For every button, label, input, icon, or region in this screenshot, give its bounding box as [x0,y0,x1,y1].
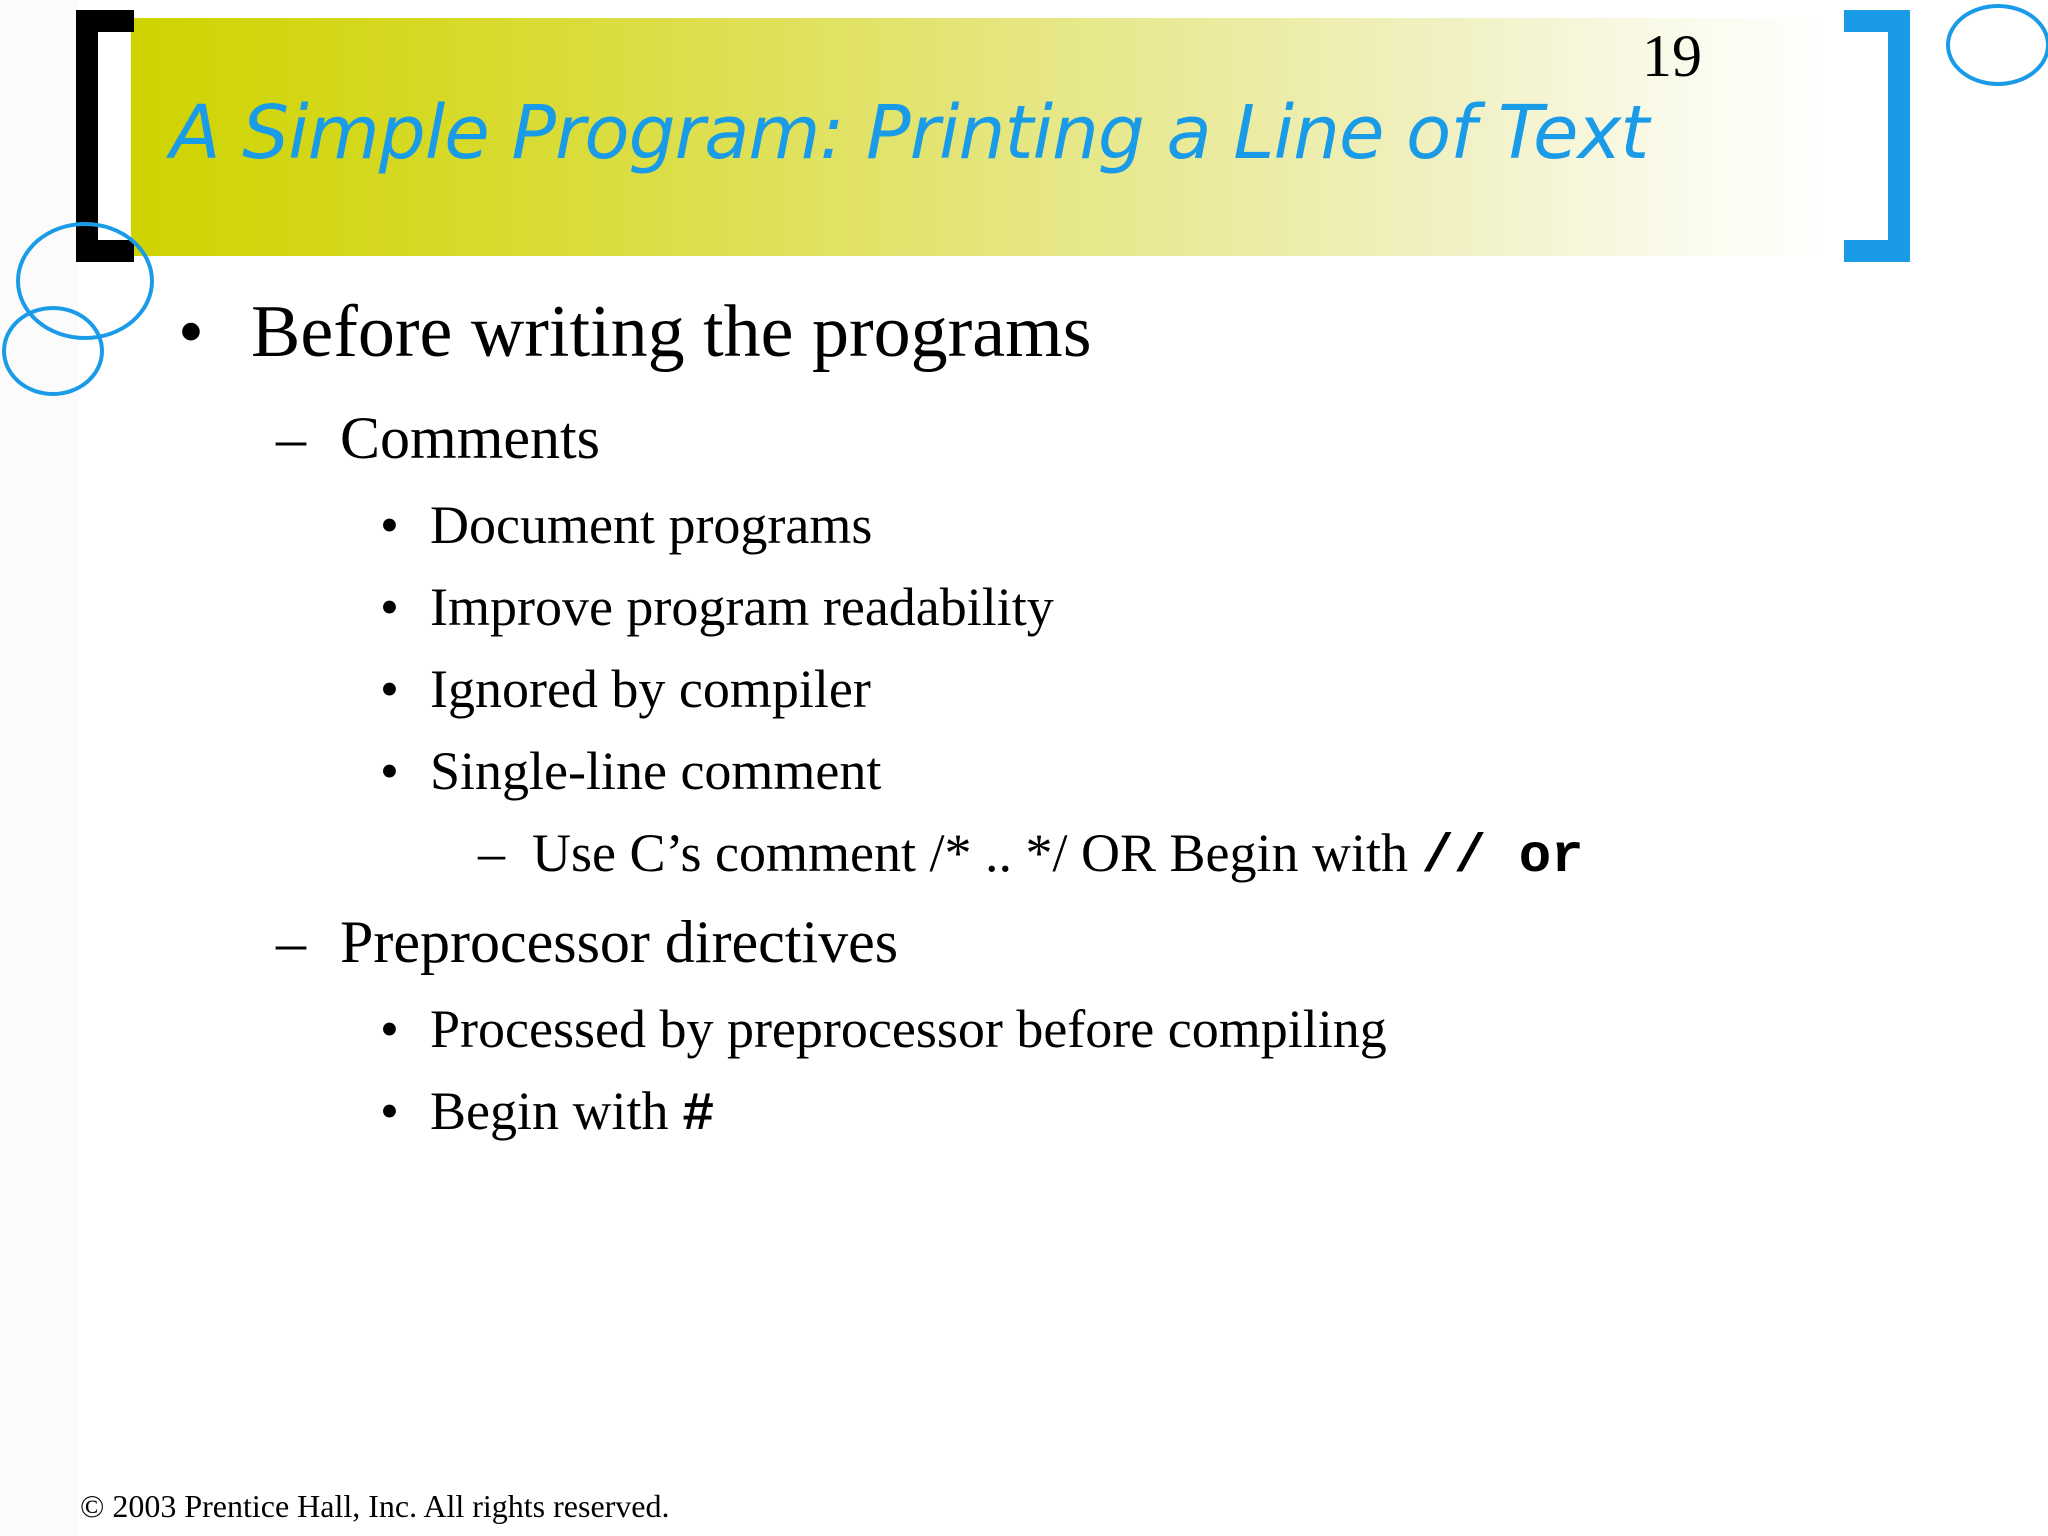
main-bullet: Before writing the programs [251,291,1092,373]
bullet-marker: • [380,999,399,1059]
preprocessor-heading: Preprocessor directives [340,909,899,975]
bullet-marker: • [380,741,399,801]
single-line-comment-detail [532,822,1584,888]
dash-marker: – [276,909,306,975]
comments-heading: Comments [340,405,601,471]
slide-number: 19 [1642,23,1702,89]
bullet-marker: • [380,495,399,555]
bullet-marker: • [380,1081,399,1141]
hash-code: # [682,1085,715,1146]
comments-item: Single-line comment [430,741,882,801]
comment-syntax-text: Use C’s comment /* .. */ OR Begin with [532,823,1422,883]
slide-title: A Simple Program: Printing a Line of Text [170,90,1649,176]
bullet-marker: • [178,291,204,373]
comments-item: Document programs [430,495,873,555]
copyright-footer: © 2003 Prentice Hall, Inc. All rights reserved. [80,1488,670,1524]
preprocessor-item: Processed by preprocessor before compiling [430,999,1387,1059]
bullet-marker: • [380,577,399,637]
begin-with-text: Begin with [430,1081,682,1141]
comments-item: Ignored by compiler [430,659,871,719]
preprocessor-item [430,1080,714,1146]
dash-marker: – [478,823,505,883]
dash-marker: – [276,405,306,471]
bullet-marker: • [380,659,399,719]
comments-item: Improve program readability [430,577,1054,637]
comment-code: // or [1421,827,1584,888]
